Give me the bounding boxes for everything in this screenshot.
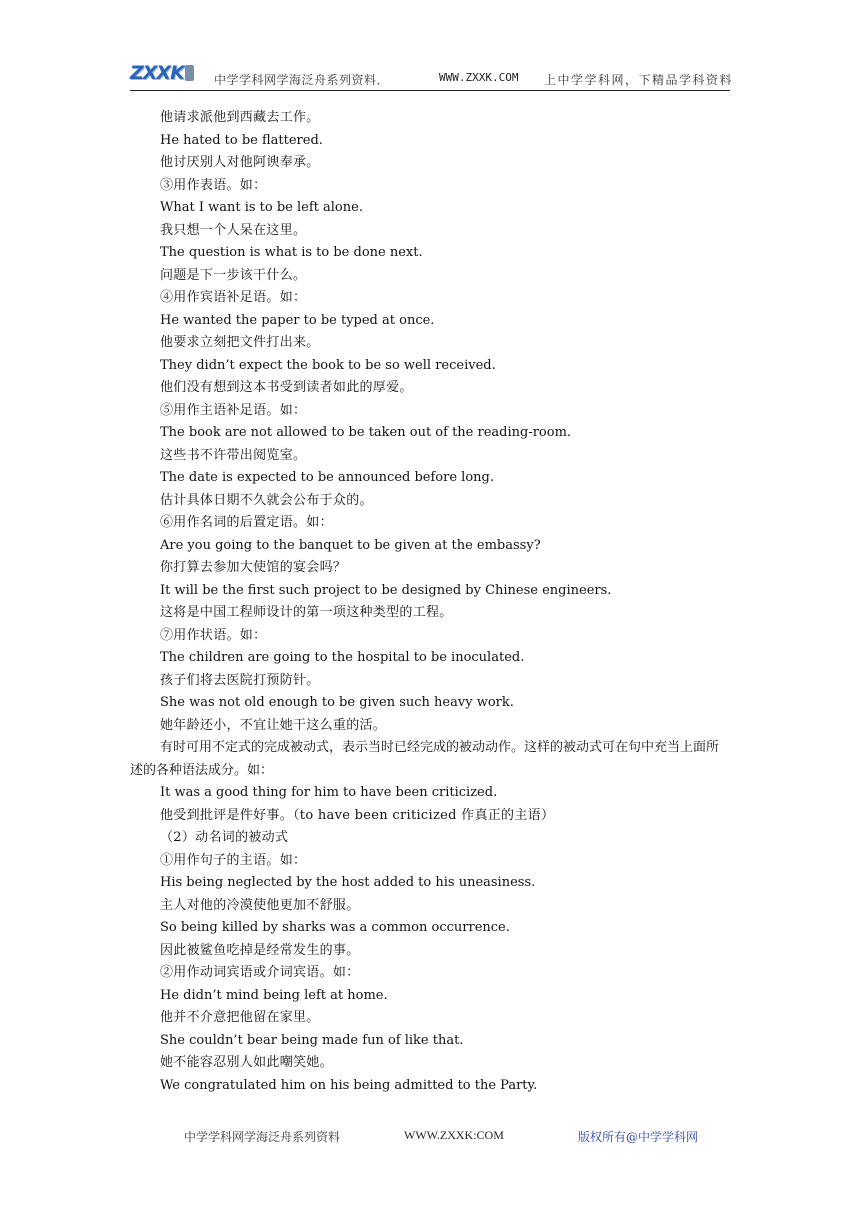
chinese-text-line: 你打算去参加大使馆的宴会吗？ xyxy=(160,560,347,575)
chinese-text-line: ④用作宾语补足语。如： xyxy=(160,290,307,305)
explanation-paragraph: 有时可用不定式的完成被动式，表示当时已经完成的被动动作。这样的被动式可在句中充当上面所述的各种语法成分。如： xyxy=(130,740,720,778)
english-example-sentence: We congratulated him on his being admitted to the Party. xyxy=(160,1077,538,1093)
english-example-sentence: The question is what is to be done next. xyxy=(160,245,423,260)
english-example-sentence: He didn’t mind being left at home. xyxy=(160,987,388,1003)
english-example-sentence: The date is expected to be announced before long. xyxy=(160,470,494,485)
english-example-sentence: It will be the first such project to be designed by Chinese engineers. xyxy=(160,582,612,598)
english-example-sentence: She couldn’t bear being made fun of like that. xyxy=(160,1032,464,1048)
english-example-sentence: It was a good thing for him to have been criticized. xyxy=(160,785,498,800)
chinese-text-line: 她年龄还小，不宜让她干这么重的活。 xyxy=(160,717,387,733)
english-example-sentence: The children are going to the hospital to be inoculated. xyxy=(160,650,525,665)
chinese-text-line: （2）动名词的被动式 xyxy=(160,830,289,845)
english-example-sentence: She was not old enough to be given such heavy work. xyxy=(160,695,514,710)
chinese-text-line: 主人对他的冷漠使他更加不舒服。 xyxy=(160,897,360,913)
chinese-text-line: 他要求立刻把文件打出来。 xyxy=(160,335,320,350)
english-example-sentence: They didn’t expect the book to be so well received. xyxy=(160,357,496,373)
header-slogan: 上中学学科网，下精品学科资料 xyxy=(544,73,734,87)
english-example-sentence: He hated to be flattered. xyxy=(160,132,323,148)
page-header xyxy=(130,58,734,91)
chinese-text-line: 我只想一个人呆在这里。 xyxy=(160,222,307,238)
footer-website: WWW.ZXXK:COM xyxy=(404,1128,504,1142)
chinese-text-line: 他并不介意把他留在家里。 xyxy=(160,1010,320,1025)
footer-series-title: 中学学科网学海泛舟系列资料 xyxy=(184,1130,341,1144)
chinese-text-line: ②用作动词宾语或介词宾语。如： xyxy=(160,965,360,980)
chinese-text-line: 他受到批评是件好事。（to have been criticized 作真正的主语） xyxy=(160,807,555,823)
english-example-sentence: His being neglected by the host added to his uneasiness. xyxy=(160,875,536,890)
english-example-sentence: Are you going to the banquet to be given at the embassy? xyxy=(160,537,541,553)
logo-text: ZXXK xyxy=(130,62,184,84)
chinese-text-line: ③用作表语。如： xyxy=(160,177,267,193)
logo-badge-icon xyxy=(185,65,194,81)
chinese-text-line: ①用作句子的主语。如： xyxy=(160,852,307,868)
chinese-text-line: 问题是下一步该干什么。 xyxy=(160,267,307,283)
english-example-sentence: What I want is to be left alone. xyxy=(160,200,363,215)
english-example-sentence: The book are not allowed to be taken out of the reading-room. xyxy=(160,425,572,440)
chinese-text-line: 她不能容忍别人如此嘲笑她。 xyxy=(160,1055,333,1070)
zxxk-logo xyxy=(130,61,194,85)
document-body xyxy=(130,107,730,1097)
footer-copyright: 版权所有@中学学科网 xyxy=(578,1130,699,1144)
chinese-text-line: 因此被鲨鱼吃掉是经常发生的事。 xyxy=(160,942,360,958)
chinese-text-line: 孩子们将去医院打预防针。 xyxy=(160,672,320,688)
chinese-text-line: 估计具体日期不久就会公布于众的。 xyxy=(160,492,373,508)
header-series-title: 中学学科网学海泛舟系列资料． xyxy=(214,73,390,87)
chinese-text-line: 他讨厌别人对他阿谀奉承。 xyxy=(160,155,320,170)
header-website: WWW.ZXXK.COM xyxy=(439,71,519,84)
chinese-text-line: 他请求派他到西藏去工作。 xyxy=(160,110,320,125)
chinese-text-line: 他们没有想到这本书受到读者如此的厚爱。 xyxy=(160,380,413,395)
english-example-sentence: So being killed by sharks was a common occurrence. xyxy=(160,920,510,935)
chinese-text-line: ⑥用作名词的后置定语。如： xyxy=(160,515,333,530)
page-footer xyxy=(0,1128,860,1148)
english-example-sentence: He wanted the paper to be typed at once. xyxy=(160,312,435,328)
chinese-text-line: ⑤用作主语补足语。如： xyxy=(160,402,307,418)
chinese-text-line: 这将是中国工程师设计的第一项这种类型的工程。 xyxy=(160,605,453,620)
chinese-text-line: ⑦用作状语。如： xyxy=(160,627,267,643)
chinese-text-line: 这些书不许带出阅览室。 xyxy=(160,447,307,463)
